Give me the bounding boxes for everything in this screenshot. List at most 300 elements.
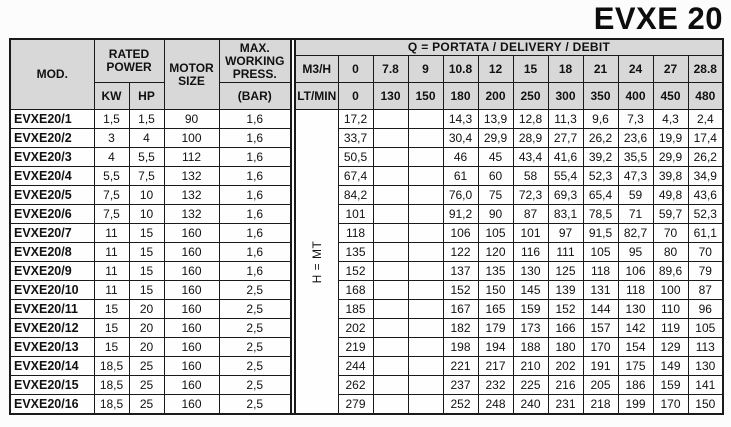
flow-value-cell: 91,2 bbox=[443, 205, 478, 224]
motor-size-cell: 160 bbox=[164, 262, 219, 281]
flow-value-cell: 100 bbox=[653, 281, 688, 300]
header-kw: KW bbox=[94, 83, 129, 110]
flow-value-cell: 23,6 bbox=[618, 129, 653, 148]
hp-cell: 15 bbox=[129, 243, 164, 262]
flow-value-cell: 152 bbox=[548, 300, 583, 319]
pressure-cell: 1,6 bbox=[219, 205, 291, 224]
flow-value-cell: 129 bbox=[653, 338, 688, 357]
flow-value-cell: 101 bbox=[338, 205, 373, 224]
model-cell: EVXE20/15 bbox=[10, 376, 94, 395]
pressure-cell: 1,6 bbox=[219, 148, 291, 167]
table-row bbox=[10, 224, 723, 243]
flow-value-cell: 159 bbox=[653, 376, 688, 395]
flow-value-cell: 13,9 bbox=[478, 110, 513, 129]
table-body bbox=[10, 110, 723, 415]
flow-value-cell bbox=[373, 262, 408, 281]
pressure-cell: 1,6 bbox=[219, 262, 291, 281]
flow-value-cell: 19,9 bbox=[653, 129, 688, 148]
pressure-cell: 1,6 bbox=[219, 243, 291, 262]
table-row bbox=[10, 376, 723, 395]
header-m3h-value: 21 bbox=[583, 56, 618, 83]
flow-value-cell: 17,2 bbox=[338, 110, 373, 129]
flow-value-cell: 232 bbox=[478, 376, 513, 395]
kw-cell: 7,5 bbox=[94, 186, 129, 205]
flow-value-cell: 166 bbox=[548, 319, 583, 338]
flow-value-cell bbox=[408, 395, 443, 415]
header-row-1 bbox=[10, 39, 723, 56]
header-m3h-value: 28.8 bbox=[688, 56, 723, 83]
flow-value-cell: 70 bbox=[653, 224, 688, 243]
flow-value-cell: 186 bbox=[618, 376, 653, 395]
motor-size-cell: 160 bbox=[164, 300, 219, 319]
flow-value-cell bbox=[408, 319, 443, 338]
model-cell: EVXE20/16 bbox=[10, 395, 94, 415]
flow-value-cell: 95 bbox=[618, 243, 653, 262]
flow-value-cell: 252 bbox=[443, 395, 478, 415]
motor-size-cell: 100 bbox=[164, 129, 219, 148]
motor-size-cell: 132 bbox=[164, 186, 219, 205]
flow-value-cell: 61 bbox=[443, 167, 478, 186]
kw-cell: 5,5 bbox=[94, 167, 129, 186]
flow-value-cell bbox=[408, 167, 443, 186]
model-cell: EVXE20/5 bbox=[10, 186, 94, 205]
kw-cell: 11 bbox=[94, 281, 129, 300]
flow-value-cell bbox=[373, 357, 408, 376]
flow-value-cell bbox=[373, 148, 408, 167]
header-ltmin-value: 130 bbox=[373, 83, 408, 110]
flow-value-cell bbox=[408, 205, 443, 224]
flow-value-cell: 80 bbox=[653, 243, 688, 262]
table-row bbox=[10, 243, 723, 262]
table-row bbox=[10, 186, 723, 205]
hp-cell: 25 bbox=[129, 376, 164, 395]
flow-value-cell bbox=[373, 300, 408, 319]
flow-value-cell: 130 bbox=[688, 357, 723, 376]
kw-cell: 18,5 bbox=[94, 395, 129, 415]
flow-value-cell: 216 bbox=[548, 376, 583, 395]
flow-value-cell: 157 bbox=[583, 319, 618, 338]
flow-value-cell: 191 bbox=[583, 357, 618, 376]
flow-value-cell bbox=[408, 129, 443, 148]
flow-value-cell: 4,3 bbox=[653, 110, 688, 129]
header-m3h-value: 27 bbox=[653, 56, 688, 83]
header-m3h-value: 24 bbox=[618, 56, 653, 83]
flow-value-cell bbox=[408, 357, 443, 376]
pressure-cell: 2,5 bbox=[219, 300, 291, 319]
flow-value-cell: 9,6 bbox=[583, 110, 618, 129]
flow-value-cell: 72,3 bbox=[513, 186, 548, 205]
header-ltmin-value: 180 bbox=[443, 83, 478, 110]
flow-value-cell: 240 bbox=[513, 395, 548, 415]
table-row bbox=[10, 129, 723, 148]
flow-value-cell: 78,5 bbox=[583, 205, 618, 224]
header-ltmin-value: 350 bbox=[583, 83, 618, 110]
flow-value-cell: 152 bbox=[443, 281, 478, 300]
flow-value-cell: 59,7 bbox=[653, 205, 688, 224]
flow-value-cell: 120 bbox=[478, 243, 513, 262]
flow-value-cell: 144 bbox=[583, 300, 618, 319]
flow-value-cell bbox=[373, 186, 408, 205]
flow-value-cell: 170 bbox=[583, 338, 618, 357]
hp-cell: 5,5 bbox=[129, 148, 164, 167]
flow-value-cell bbox=[408, 186, 443, 205]
flow-value-cell: 91,5 bbox=[583, 224, 618, 243]
header-ltmin-value: 250 bbox=[513, 83, 548, 110]
header-bar: (BAR) bbox=[219, 83, 291, 110]
kw-cell: 11 bbox=[94, 224, 129, 243]
flow-value-cell: 30,4 bbox=[443, 129, 478, 148]
flow-value-cell: 150 bbox=[688, 395, 723, 415]
table-row bbox=[10, 300, 723, 319]
flow-value-cell: 130 bbox=[618, 300, 653, 319]
motor-size-cell: 112 bbox=[164, 148, 219, 167]
hp-cell: 20 bbox=[129, 338, 164, 357]
kw-cell: 3 bbox=[94, 129, 129, 148]
pressure-cell: 1,6 bbox=[219, 110, 291, 129]
flow-value-cell: 218 bbox=[583, 395, 618, 415]
flow-value-cell: 71 bbox=[618, 205, 653, 224]
flow-value-cell: 141 bbox=[688, 376, 723, 395]
motor-size-cell: 160 bbox=[164, 243, 219, 262]
flow-value-cell: 50,5 bbox=[338, 148, 373, 167]
flow-value-cell: 198 bbox=[443, 338, 478, 357]
table-row bbox=[10, 205, 723, 224]
pressure-cell: 1,6 bbox=[219, 129, 291, 148]
motor-size-cell: 90 bbox=[164, 110, 219, 129]
header-mod: MOD. bbox=[10, 39, 94, 110]
flow-value-cell bbox=[373, 243, 408, 262]
flow-value-cell bbox=[408, 243, 443, 262]
motor-size-cell: 132 bbox=[164, 205, 219, 224]
table-row bbox=[10, 319, 723, 338]
hp-cell: 20 bbox=[129, 319, 164, 338]
flow-value-cell: 96 bbox=[688, 300, 723, 319]
pressure-cell: 2,5 bbox=[219, 319, 291, 338]
flow-value-cell bbox=[373, 110, 408, 129]
flow-value-cell bbox=[373, 129, 408, 148]
flow-value-cell: 65,4 bbox=[583, 186, 618, 205]
flow-value-cell: 279 bbox=[338, 395, 373, 415]
header-m3h-value: 7.8 bbox=[373, 56, 408, 83]
flow-value-cell: 87 bbox=[513, 205, 548, 224]
hp-cell: 15 bbox=[129, 281, 164, 300]
flow-value-cell: 139 bbox=[548, 281, 583, 300]
flow-value-cell: 210 bbox=[513, 357, 548, 376]
header-motor-size: MOTOR SIZE bbox=[164, 39, 219, 110]
flow-value-cell: 84,2 bbox=[338, 186, 373, 205]
flow-value-cell: 130 bbox=[513, 262, 548, 281]
kw-cell: 15 bbox=[94, 338, 129, 357]
flow-value-cell: 83,1 bbox=[548, 205, 583, 224]
flow-value-cell: 67,4 bbox=[338, 167, 373, 186]
flow-value-cell: 118 bbox=[618, 281, 653, 300]
hp-cell: 25 bbox=[129, 395, 164, 415]
flow-value-cell: 33,7 bbox=[338, 129, 373, 148]
model-cell: EVXE20/3 bbox=[10, 148, 94, 167]
flow-value-cell: 135 bbox=[478, 262, 513, 281]
kw-cell: 15 bbox=[94, 319, 129, 338]
flow-value-cell bbox=[408, 262, 443, 281]
hp-cell: 1,5 bbox=[129, 110, 164, 129]
model-cell: EVXE20/10 bbox=[10, 281, 94, 300]
flow-value-cell: 113 bbox=[688, 338, 723, 357]
flow-value-cell: 118 bbox=[583, 262, 618, 281]
header-m3h-value: 0 bbox=[338, 56, 373, 83]
pump-spec-table bbox=[9, 38, 724, 415]
header-ltmin-value: 300 bbox=[548, 83, 583, 110]
model-cell: EVXE20/7 bbox=[10, 224, 94, 243]
flow-value-cell: 154 bbox=[618, 338, 653, 357]
flow-value-cell: 150 bbox=[478, 281, 513, 300]
flow-value-cell: 39,8 bbox=[653, 167, 688, 186]
flow-value-cell: 168 bbox=[338, 281, 373, 300]
table-row bbox=[10, 262, 723, 281]
pressure-cell: 2,5 bbox=[219, 357, 291, 376]
table-row bbox=[10, 338, 723, 357]
flow-value-cell bbox=[373, 205, 408, 224]
flow-value-cell: 182 bbox=[443, 319, 478, 338]
model-cell: EVXE20/13 bbox=[10, 338, 94, 357]
header-ltmin-value: 0 bbox=[338, 83, 373, 110]
flow-value-cell bbox=[408, 110, 443, 129]
flow-value-cell bbox=[408, 376, 443, 395]
flow-value-cell: 205 bbox=[583, 376, 618, 395]
motor-size-cell: 160 bbox=[164, 319, 219, 338]
kw-cell: 11 bbox=[94, 243, 129, 262]
flow-value-cell: 106 bbox=[618, 262, 653, 281]
flow-value-cell: 137 bbox=[443, 262, 478, 281]
flow-value-cell: 52,3 bbox=[688, 205, 723, 224]
flow-value-cell: 55,4 bbox=[548, 167, 583, 186]
header-ltmin-value: 400 bbox=[618, 83, 653, 110]
flow-value-cell: 159 bbox=[513, 300, 548, 319]
kw-cell: 18,5 bbox=[94, 357, 129, 376]
flow-value-cell: 173 bbox=[513, 319, 548, 338]
flow-value-cell: 119 bbox=[653, 319, 688, 338]
flow-value-cell: 180 bbox=[548, 338, 583, 357]
pressure-cell: 2,5 bbox=[219, 376, 291, 395]
table-row bbox=[10, 148, 723, 167]
flow-value-cell bbox=[408, 281, 443, 300]
pressure-cell: 1,6 bbox=[219, 224, 291, 243]
head-unit-cell bbox=[295, 110, 338, 415]
flow-value-cell bbox=[373, 376, 408, 395]
header-ltmin-value: 200 bbox=[478, 83, 513, 110]
hp-cell: 7,5 bbox=[129, 167, 164, 186]
flow-value-cell: 105 bbox=[688, 319, 723, 338]
flow-value-cell: 52,3 bbox=[583, 167, 618, 186]
model-cell: EVXE20/14 bbox=[10, 357, 94, 376]
flow-value-cell: 199 bbox=[618, 395, 653, 415]
flow-value-cell: 105 bbox=[478, 224, 513, 243]
flow-value-cell bbox=[373, 224, 408, 243]
model-cell: EVXE20/6 bbox=[10, 205, 94, 224]
flow-value-cell: 217 bbox=[478, 357, 513, 376]
pressure-cell: 2,5 bbox=[219, 395, 291, 415]
pressure-cell: 1,6 bbox=[219, 167, 291, 186]
flow-value-cell: 225 bbox=[513, 376, 548, 395]
flow-value-cell: 165 bbox=[478, 300, 513, 319]
header-q-title: Q = PORTATA / DELIVERY / DEBIT bbox=[295, 39, 723, 56]
header-ltmin-value: 480 bbox=[688, 83, 723, 110]
header-ltmin-value: 150 bbox=[408, 83, 443, 110]
hp-cell: 10 bbox=[129, 186, 164, 205]
flow-value-cell bbox=[373, 319, 408, 338]
flow-value-cell: 111 bbox=[548, 243, 583, 262]
flow-value-cell bbox=[408, 148, 443, 167]
flow-value-cell: 202 bbox=[338, 319, 373, 338]
flow-value-cell: 110 bbox=[653, 300, 688, 319]
flow-value-cell bbox=[373, 281, 408, 300]
header-m3h-value: 10.8 bbox=[443, 56, 478, 83]
model-cell: EVXE20/9 bbox=[10, 262, 94, 281]
flow-value-cell: 7,3 bbox=[618, 110, 653, 129]
flow-value-cell: 90 bbox=[478, 205, 513, 224]
flow-value-cell: 244 bbox=[338, 357, 373, 376]
header-m3h-value: 9 bbox=[408, 56, 443, 83]
flow-value-cell: 12,8 bbox=[513, 110, 548, 129]
flow-value-cell: 248 bbox=[478, 395, 513, 415]
flow-value-cell: 122 bbox=[443, 243, 478, 262]
head-unit-label: H = MT bbox=[309, 240, 324, 283]
flow-value-cell: 47,3 bbox=[618, 167, 653, 186]
header-hp: HP bbox=[129, 83, 164, 110]
flow-value-cell: 231 bbox=[548, 395, 583, 415]
model-cell: EVXE20/12 bbox=[10, 319, 94, 338]
model-cell: EVXE20/8 bbox=[10, 243, 94, 262]
motor-size-cell: 132 bbox=[164, 167, 219, 186]
flow-value-cell: 27,7 bbox=[548, 129, 583, 148]
flow-value-cell: 76,0 bbox=[443, 186, 478, 205]
flow-value-cell: 237 bbox=[443, 376, 478, 395]
kw-cell: 15 bbox=[94, 300, 129, 319]
flow-value-cell: 116 bbox=[513, 243, 548, 262]
flow-value-cell: 170 bbox=[653, 395, 688, 415]
flow-value-cell: 35,5 bbox=[618, 148, 653, 167]
kw-cell: 7,5 bbox=[94, 205, 129, 224]
table-row bbox=[10, 110, 723, 129]
flow-value-cell bbox=[373, 395, 408, 415]
flow-value-cell: 185 bbox=[338, 300, 373, 319]
flow-value-cell: 167 bbox=[443, 300, 478, 319]
header-m3h-label: M3/H bbox=[295, 56, 338, 83]
flow-value-cell: 135 bbox=[338, 243, 373, 262]
kw-cell: 11 bbox=[94, 262, 129, 281]
flow-value-cell: 61,1 bbox=[688, 224, 723, 243]
flow-value-cell: 2,4 bbox=[688, 110, 723, 129]
flow-value-cell: 75 bbox=[478, 186, 513, 205]
flow-value-cell: 175 bbox=[618, 357, 653, 376]
table-row bbox=[10, 281, 723, 300]
flow-value-cell: 43,4 bbox=[513, 148, 548, 167]
flow-value-cell: 28,9 bbox=[513, 129, 548, 148]
flow-value-cell: 87 bbox=[688, 281, 723, 300]
flow-value-cell: 43,6 bbox=[688, 186, 723, 205]
header-m3h-value: 12 bbox=[478, 56, 513, 83]
flow-value-cell: 194 bbox=[478, 338, 513, 357]
flow-value-cell: 79 bbox=[688, 262, 723, 281]
flow-value-cell: 105 bbox=[583, 243, 618, 262]
motor-size-cell: 160 bbox=[164, 357, 219, 376]
flow-value-cell: 29,9 bbox=[653, 148, 688, 167]
flow-value-cell: 70 bbox=[688, 243, 723, 262]
motor-size-cell: 160 bbox=[164, 281, 219, 300]
model-cell: EVXE20/4 bbox=[10, 167, 94, 186]
flow-value-cell: 152 bbox=[338, 262, 373, 281]
hp-cell: 20 bbox=[129, 300, 164, 319]
flow-value-cell bbox=[408, 300, 443, 319]
hp-cell: 15 bbox=[129, 224, 164, 243]
hp-cell: 15 bbox=[129, 262, 164, 281]
kw-cell: 4 bbox=[94, 148, 129, 167]
flow-value-cell: 46 bbox=[443, 148, 478, 167]
flow-value-cell bbox=[408, 338, 443, 357]
flow-value-cell: 221 bbox=[443, 357, 478, 376]
flow-value-cell: 149 bbox=[653, 357, 688, 376]
table-row bbox=[10, 395, 723, 415]
flow-value-cell: 11,3 bbox=[548, 110, 583, 129]
flow-value-cell: 26,2 bbox=[583, 129, 618, 148]
header-rated-power: RATED POWER bbox=[94, 39, 164, 83]
flow-value-cell: 17,4 bbox=[688, 129, 723, 148]
header-ltmin-label: LT/MIN bbox=[295, 83, 338, 110]
flow-value-cell bbox=[408, 224, 443, 243]
motor-size-cell: 160 bbox=[164, 224, 219, 243]
hp-cell: 25 bbox=[129, 357, 164, 376]
flow-value-cell: 34,9 bbox=[688, 167, 723, 186]
flow-value-cell: 89,6 bbox=[653, 262, 688, 281]
flow-value-cell: 58 bbox=[513, 167, 548, 186]
motor-size-cell: 160 bbox=[164, 338, 219, 357]
flow-value-cell: 41,6 bbox=[548, 148, 583, 167]
model-cell: EVXE20/2 bbox=[10, 129, 94, 148]
table-row bbox=[10, 167, 723, 186]
flow-value-cell: 39,2 bbox=[583, 148, 618, 167]
motor-size-cell: 160 bbox=[164, 376, 219, 395]
flow-value-cell: 262 bbox=[338, 376, 373, 395]
flow-value-cell: 26,2 bbox=[688, 148, 723, 167]
flow-value-cell: 29,9 bbox=[478, 129, 513, 148]
pressure-cell: 2,5 bbox=[219, 281, 291, 300]
flow-value-cell: 49,8 bbox=[653, 186, 688, 205]
flow-value-cell: 106 bbox=[443, 224, 478, 243]
flow-value-cell: 14,3 bbox=[443, 110, 478, 129]
table-row bbox=[10, 357, 723, 376]
flow-value-cell: 69,3 bbox=[548, 186, 583, 205]
header-m3h-value: 18 bbox=[548, 56, 583, 83]
flow-value-cell: 219 bbox=[338, 338, 373, 357]
model-cell: EVXE20/1 bbox=[10, 110, 94, 129]
hp-cell: 10 bbox=[129, 205, 164, 224]
header-row-3 bbox=[10, 83, 723, 110]
flow-value-cell bbox=[373, 338, 408, 357]
flow-value-cell: 188 bbox=[513, 338, 548, 357]
table-header bbox=[10, 39, 723, 110]
hp-cell: 4 bbox=[129, 129, 164, 148]
model-cell: EVXE20/11 bbox=[10, 300, 94, 319]
flow-value-cell: 125 bbox=[548, 262, 583, 281]
flow-value-cell: 179 bbox=[478, 319, 513, 338]
flow-value-cell: 82,7 bbox=[618, 224, 653, 243]
flow-value-cell: 59 bbox=[618, 186, 653, 205]
flow-value-cell: 131 bbox=[583, 281, 618, 300]
motor-size-cell: 160 bbox=[164, 395, 219, 415]
page-title: EVXE 20 bbox=[593, 0, 723, 37]
pressure-cell: 1,6 bbox=[219, 186, 291, 205]
pressure-cell: 2,5 bbox=[219, 338, 291, 357]
flow-value-cell: 45 bbox=[478, 148, 513, 167]
header-max-working-press: MAX. WORKING PRESS. bbox=[219, 39, 291, 83]
